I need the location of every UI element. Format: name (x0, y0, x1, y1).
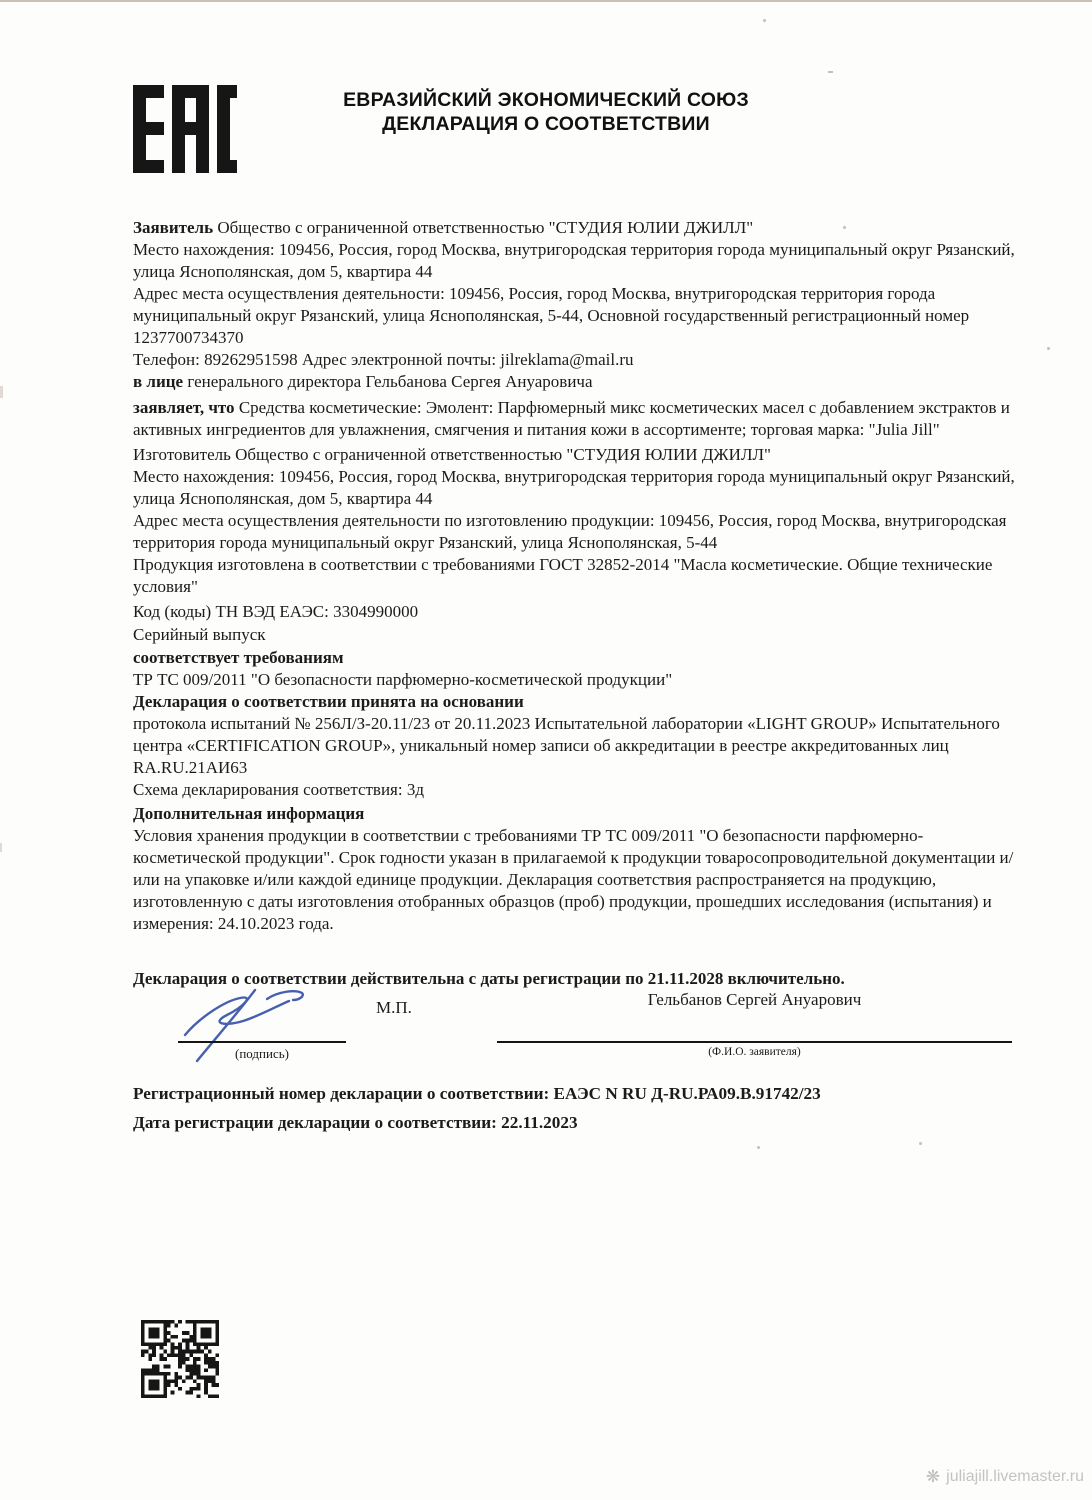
declares-text: Средства косметические: Эмолент: Парфюмерный микс косметических масел с добавлением экстрактов и активных ингредиентов для увлажнения, смягчения и питания кожи в ассортименте; торговая марка: "Julia Jill" (133, 398, 1010, 439)
applicant-address1: Место нахождения: 109456, Россия, город Москва, внутригородская территория города муниципальный округ Рязанский, улица Яснополянская, дом 5, квартира 44 (133, 240, 1015, 281)
additional-info-text: Условия хранения продукции в соответствии с требованиями ТР ТС 009/2011 "О безопасности парфюмерно-косметической продукции". Срок годности указан в прилагаемой к продукции товаросопроводительной документации и/или на упаковке и/или каждой единице продукции. Декларация соответствия распространяется на продукцию, изготовленную с даты изготовления отобранных образцов (проб) продукции, прошедших исследования (испытания) и измерения: 24.10.2023 года. (133, 826, 1014, 933)
scan-speck (828, 71, 833, 73)
scan-edge-dash (0, 386, 3, 398)
applicant-fio: Гельбанов Сергей Ануарович (647, 990, 862, 1009)
technical-regulation: ТР ТС 009/2011 "О безопасности парфюмерно-косметической продукции" (133, 670, 673, 689)
scan-edge-line (0, 0, 1092, 2)
test-protocol: протокола испытаний № 256Л/З-20.11/23 от 20.11.2023 Испытательной лаборатории «LIGHT GROUP» Испытательного центра «CERTIFICATION GROUP», уникальный номер записи об аккредитации в реестре аккредитованных лиц RA.RU.21АИ63 (133, 714, 1000, 777)
manufacturer-gost: Продукция изготовлена в соответствии с требованиями ГОСТ 32852-2014 "Масла косметические. Общие технические условия" (133, 555, 993, 596)
signature-line (178, 1041, 346, 1043)
manufacturer-address2: Адрес места осуществления деятельности по изготовлению продукции: 109456, Россия, город Москва, внутригородская территория города муниципальный округ Рязанский, улица Яснополянская, 5-44 (133, 511, 1007, 552)
in-person-text: генерального директора Гельбанова Сергея Ануаровича (187, 372, 593, 391)
declares-label: заявляет, что (133, 398, 235, 417)
document-body (133, 217, 1015, 1134)
signature-caption: (подпись) (235, 1046, 289, 1061)
manufacturer-line: Изготовитель Общество с ограниченной ответственностью "СТУДИЯ ЮЛИИ ДЖИЛЛ" (133, 445, 771, 464)
scan-speck (1047, 347, 1050, 350)
manufacturer-address1: Место нахождения: 109456, Россия, город Москва, внутригородская территория города муниципальный округ Рязанский, улица Яснополянская, дом 5, квартира 44 (133, 467, 1015, 508)
applicant-name: Общество с ограниченной ответственностью "СТУДИЯ ЮЛИИ ДЖИЛЛ" (217, 218, 754, 237)
document-title (0, 88, 1092, 136)
stamp-place-label: М.П. (376, 998, 412, 1017)
basis-heading: Декларация о соответствии принята на основании (133, 692, 524, 711)
paragraph-applicant (133, 217, 1015, 239)
scan-speck (919, 1142, 922, 1145)
signature-block (133, 990, 1015, 1061)
scan-speck (757, 1146, 760, 1149)
paragraph-declares (133, 397, 1015, 441)
applicant-phone-email: Телефон: 89262951598 Адрес электронной почты: jilreklama@mail.ru (133, 350, 634, 369)
fio-line (497, 1041, 1012, 1043)
tnved-code: Код (коды) ТН ВЭД ЕАЭС: 3304990000 (133, 602, 419, 621)
qr-code (141, 1320, 219, 1398)
paragraph-in-person (133, 371, 1015, 393)
fio-caption: (Ф.И.О. заявителя) (708, 1046, 801, 1058)
livemaster-flower-icon: ❋ (925, 1467, 941, 1486)
title-line-declaration: ДЕКЛАРАЦИЯ О СООТВЕТСТВИИ (382, 113, 710, 135)
applicant-address2: Адрес места осуществления деятельности: 109456, Россия, город Москва, внутригородская территория города муниципальный округ Рязанский, улица Яснополянская, 5-44, Основной государственный регистрационный номер 1237700734370 (133, 284, 970, 347)
applicant-label: Заявитель (133, 218, 214, 237)
additional-info-heading: Дополнительная информация (133, 804, 365, 823)
declaration-scheme: Схема декларирования соответствия: 3д (133, 780, 424, 799)
scan-edge-dash (0, 843, 2, 852)
watermark-text: juliajill.livemaster.ru (946, 1468, 1084, 1485)
validity-statement: Декларация о соответствии действительна с даты регистрации по 21.11.2028 включительно. (133, 969, 845, 988)
registration-date: Дата регистрации декларации о соответствии: 22.11.2023 (133, 1113, 578, 1132)
title-line-union: ЕВРАЗИЙСКИЙ ЭКОНОМИЧЕСКИЙ СОЮЗ (343, 89, 749, 111)
watermark (926, 1467, 1084, 1487)
in-person-label: в лице (133, 372, 184, 391)
complies-heading: соответствует требованиям (133, 648, 344, 667)
serial-issue: Серийный выпуск (133, 625, 266, 644)
registration-number: Регистрационный номер декларации о соответствии: ЕАЭС N RU Д-RU.РА09.В.91742/23 (133, 1084, 821, 1103)
scan-speck (763, 19, 766, 22)
